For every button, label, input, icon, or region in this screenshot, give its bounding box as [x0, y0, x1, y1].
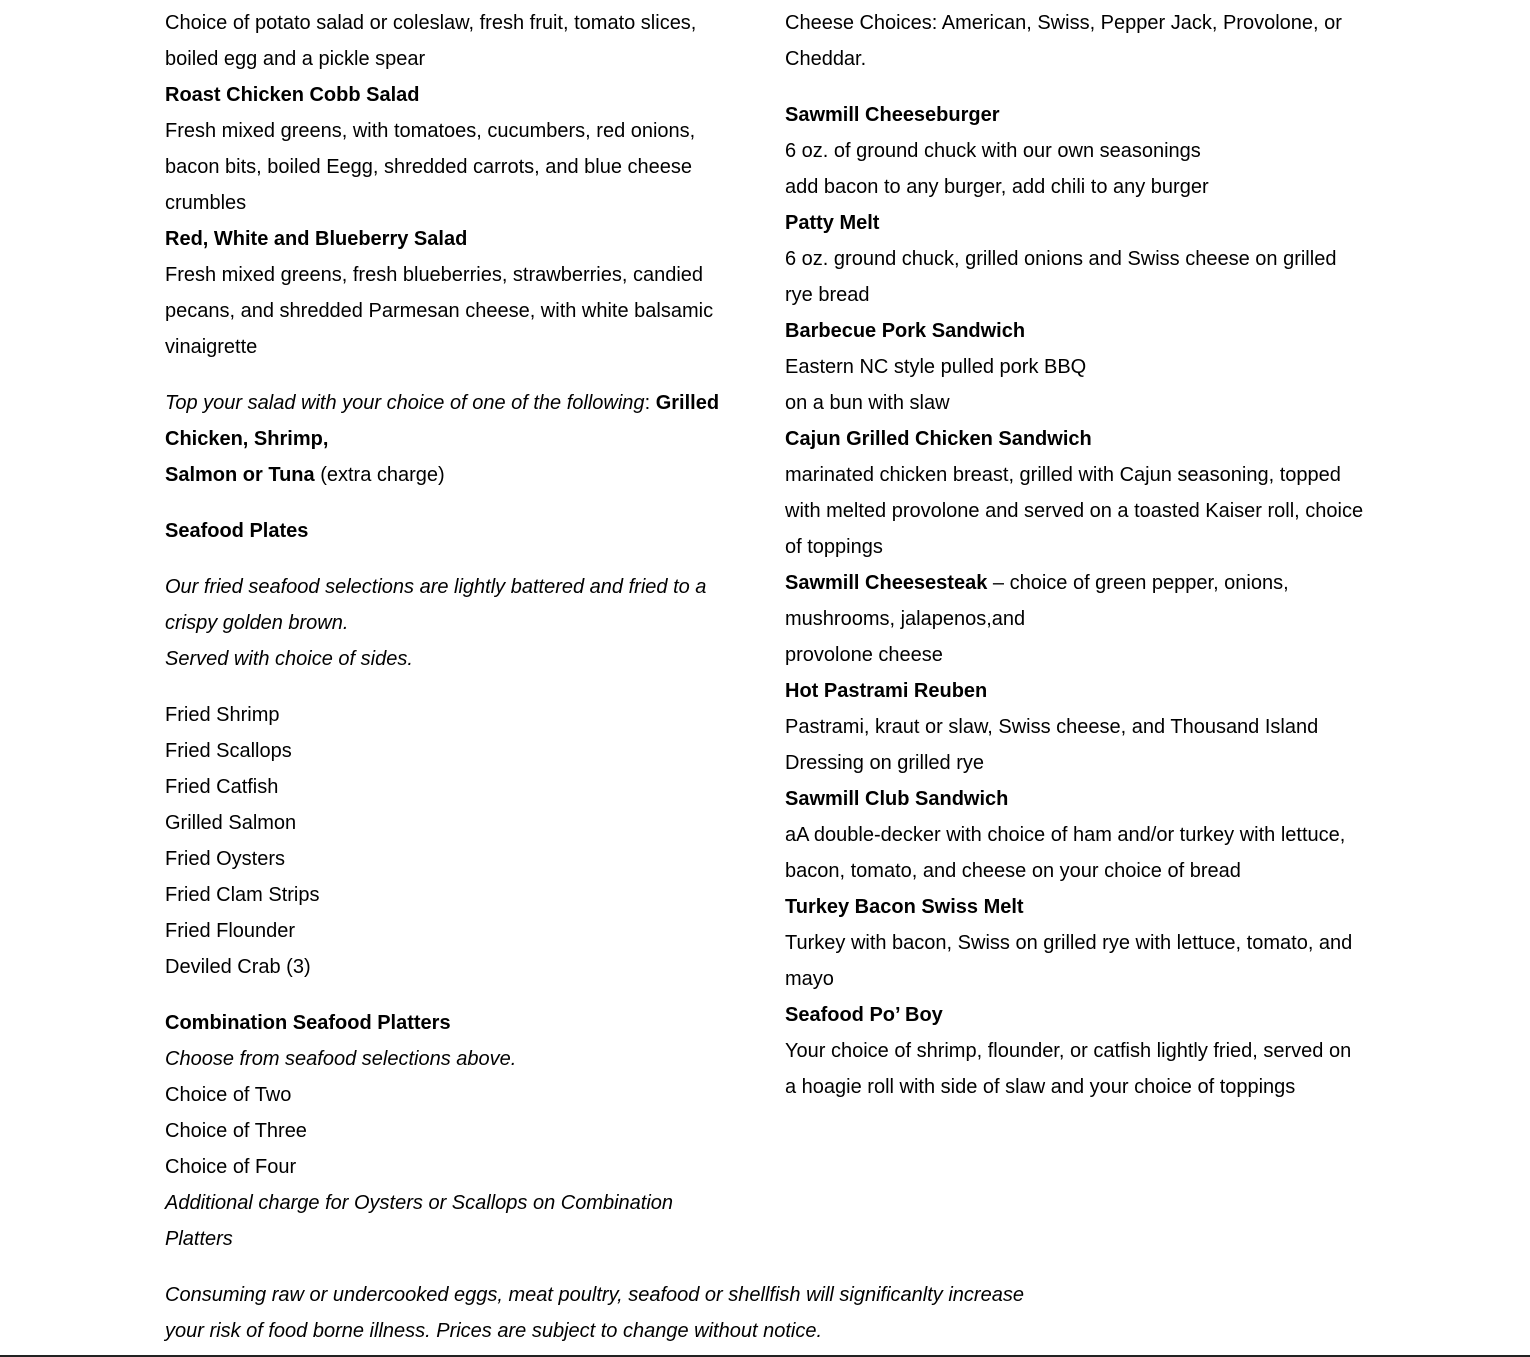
list-item: Fried Catfish	[165, 776, 279, 798]
bbq-sandwich-desc: on a bun with slaw	[785, 392, 950, 414]
club-sandwich-desc: aA double-decker with choice of ham and/or turkey with lettuce,	[785, 824, 1346, 846]
club-sandwich-desc: bacon, tomato, and cheese on your choice of bread	[785, 860, 1241, 882]
disclaimer-text: Consuming raw or undercooked eggs, meat poultry, seafood or shellfish will significanlty increase	[165, 1284, 1024, 1306]
blueberry-salad-desc: pecans, and shredded Parmesan cheese, with white balsamic	[165, 300, 714, 322]
seafood-items-list	[165, 697, 725, 985]
seafood-plates-desc: Served with choice of sides.	[165, 648, 413, 670]
seafood-plates-title: Seafood Plates	[165, 520, 309, 542]
cobb-salad-title: Roast Chicken Cobb Salad	[165, 84, 420, 106]
salad-sides-text: boiled egg and a pickle spear	[165, 48, 426, 70]
list-item: Fried Flounder	[165, 920, 296, 942]
right-column	[785, 5, 1370, 1105]
cheesesteak-desc: provolone cheese	[785, 644, 943, 666]
salad-sides-text: Choice of potato salad or coleslaw, fresh fruit, tomato slices,	[165, 12, 697, 34]
cheesesteak-desc: – choice of green pepper, onions,	[987, 572, 1289, 594]
combo-charge-note: Platters	[165, 1228, 233, 1250]
left-column	[165, 5, 725, 1257]
topping-colon: :	[644, 392, 656, 414]
combo-platters-title: Combination Seafood Platters	[165, 1012, 451, 1034]
cheeseburger-title: Sawmill Cheeseburger	[785, 104, 1000, 126]
blueberry-salad-desc: Fresh mixed greens, fresh blueberries, strawberries, candied	[165, 264, 704, 286]
list-item: Fried Shrimp	[165, 704, 280, 726]
list-item: Choice of Four	[165, 1156, 297, 1178]
list-item: Fried Clam Strips	[165, 884, 320, 906]
list-item: Choice of Three	[165, 1120, 307, 1142]
disclaimer-text: your risk of food borne illness. Prices are subject to change without notice.	[165, 1320, 823, 1342]
seafood-plates-desc: crispy golden brown.	[165, 612, 349, 634]
cheese-choices-text: Cheddar.	[785, 48, 867, 70]
patty-melt-desc: 6 oz. ground chuck, grilled onions and Swiss cheese on grilled	[785, 248, 1337, 270]
topping-options: Grilled	[655, 392, 720, 414]
patty-melt-desc: rye bread	[785, 284, 870, 306]
blueberry-salad-desc: vinaigrette	[165, 336, 258, 358]
patty-melt-title: Patty Melt	[785, 212, 880, 234]
reuben-desc: Dressing on grilled rye	[785, 752, 984, 774]
bbq-sandwich-title: Barbecue Pork Sandwich	[785, 320, 1026, 342]
list-item: Deviled Crab (3)	[165, 956, 311, 978]
cajun-chicken-desc: marinated chicken breast, grilled with Cajun seasoning, topped	[785, 464, 1341, 486]
food-safety-disclaimer	[165, 1277, 1165, 1349]
topping-options: Chicken, Shrimp,	[165, 428, 329, 450]
cobb-salad-desc: Fresh mixed greens, with tomatoes, cucumbers, red onions,	[165, 120, 696, 142]
salad-topping-note	[165, 385, 725, 421]
po-boy-title: Seafood Po’ Boy	[785, 1004, 943, 1026]
club-sandwich-title: Sawmill Club Sandwich	[785, 788, 1009, 810]
cheeseburger-desc: add bacon to any burger, add chili to any burger	[785, 176, 1209, 198]
po-boy-desc: a hoagie roll with side of slaw and your choice of toppings	[785, 1076, 1296, 1098]
cajun-chicken-title: Cajun Grilled Chicken Sandwich	[785, 428, 1092, 450]
reuben-desc: Pastrami, kraut or slaw, Swiss cheese, and Thousand Island	[785, 716, 1319, 738]
bbq-sandwich-desc: Eastern NC style pulled pork BBQ	[785, 356, 1087, 378]
cobb-salad-desc: crumbles	[165, 192, 247, 214]
reuben-title: Hot Pastrami Reuben	[785, 680, 988, 702]
blueberry-salad-title: Red, White and Blueberry Salad	[165, 228, 468, 250]
topping-options-line	[165, 457, 725, 493]
topping-options: Salmon or Tuna	[165, 464, 315, 486]
turkey-melt-title: Turkey Bacon Swiss Melt	[785, 896, 1024, 918]
turkey-melt-desc: Turkey with bacon, Swiss on grilled rye with lettuce, tomato, and	[785, 932, 1353, 954]
list-item: Fried Oysters	[165, 848, 286, 870]
cheese-choices-text: Cheese Choices: American, Swiss, Pepper Jack, Provolone, or	[785, 12, 1342, 34]
cajun-chicken-desc: with melted provolone and served on a toasted Kaiser roll, choice	[785, 500, 1364, 522]
cheesesteak-desc: mushrooms, jalapenos,and	[785, 608, 1026, 630]
cheesesteak-title: Sawmill Cheesesteak	[785, 572, 988, 594]
topping-intro: Top your salad with your choice of one of the following	[165, 392, 645, 414]
list-item: Choice of Two	[165, 1084, 292, 1106]
list-item: Fried Scallops	[165, 740, 292, 762]
cheeseburger-desc: 6 oz. of ground chuck with our own seasonings	[785, 140, 1201, 162]
turkey-melt-desc: mayo	[785, 968, 834, 990]
cobb-salad-desc: bacon bits, boiled Eegg, shredded carrots, and blue cheese	[165, 156, 693, 178]
cajun-chicken-desc: of toppings	[785, 536, 883, 558]
combo-charge-note: Additional charge for Oysters or Scallops on Combination	[165, 1192, 674, 1214]
list-item: Grilled Salmon	[165, 812, 297, 834]
extra-charge-note: (extra charge)	[314, 464, 445, 486]
combo-platters-desc: Choose from seafood selections above.	[165, 1048, 517, 1070]
po-boy-desc: Your choice of shrimp, flounder, or catfish lightly fried, served on	[785, 1040, 1352, 1062]
cheesesteak-line	[785, 565, 1370, 601]
seafood-plates-desc: Our fried seafood selections are lightly battered and fried to a	[165, 576, 707, 598]
